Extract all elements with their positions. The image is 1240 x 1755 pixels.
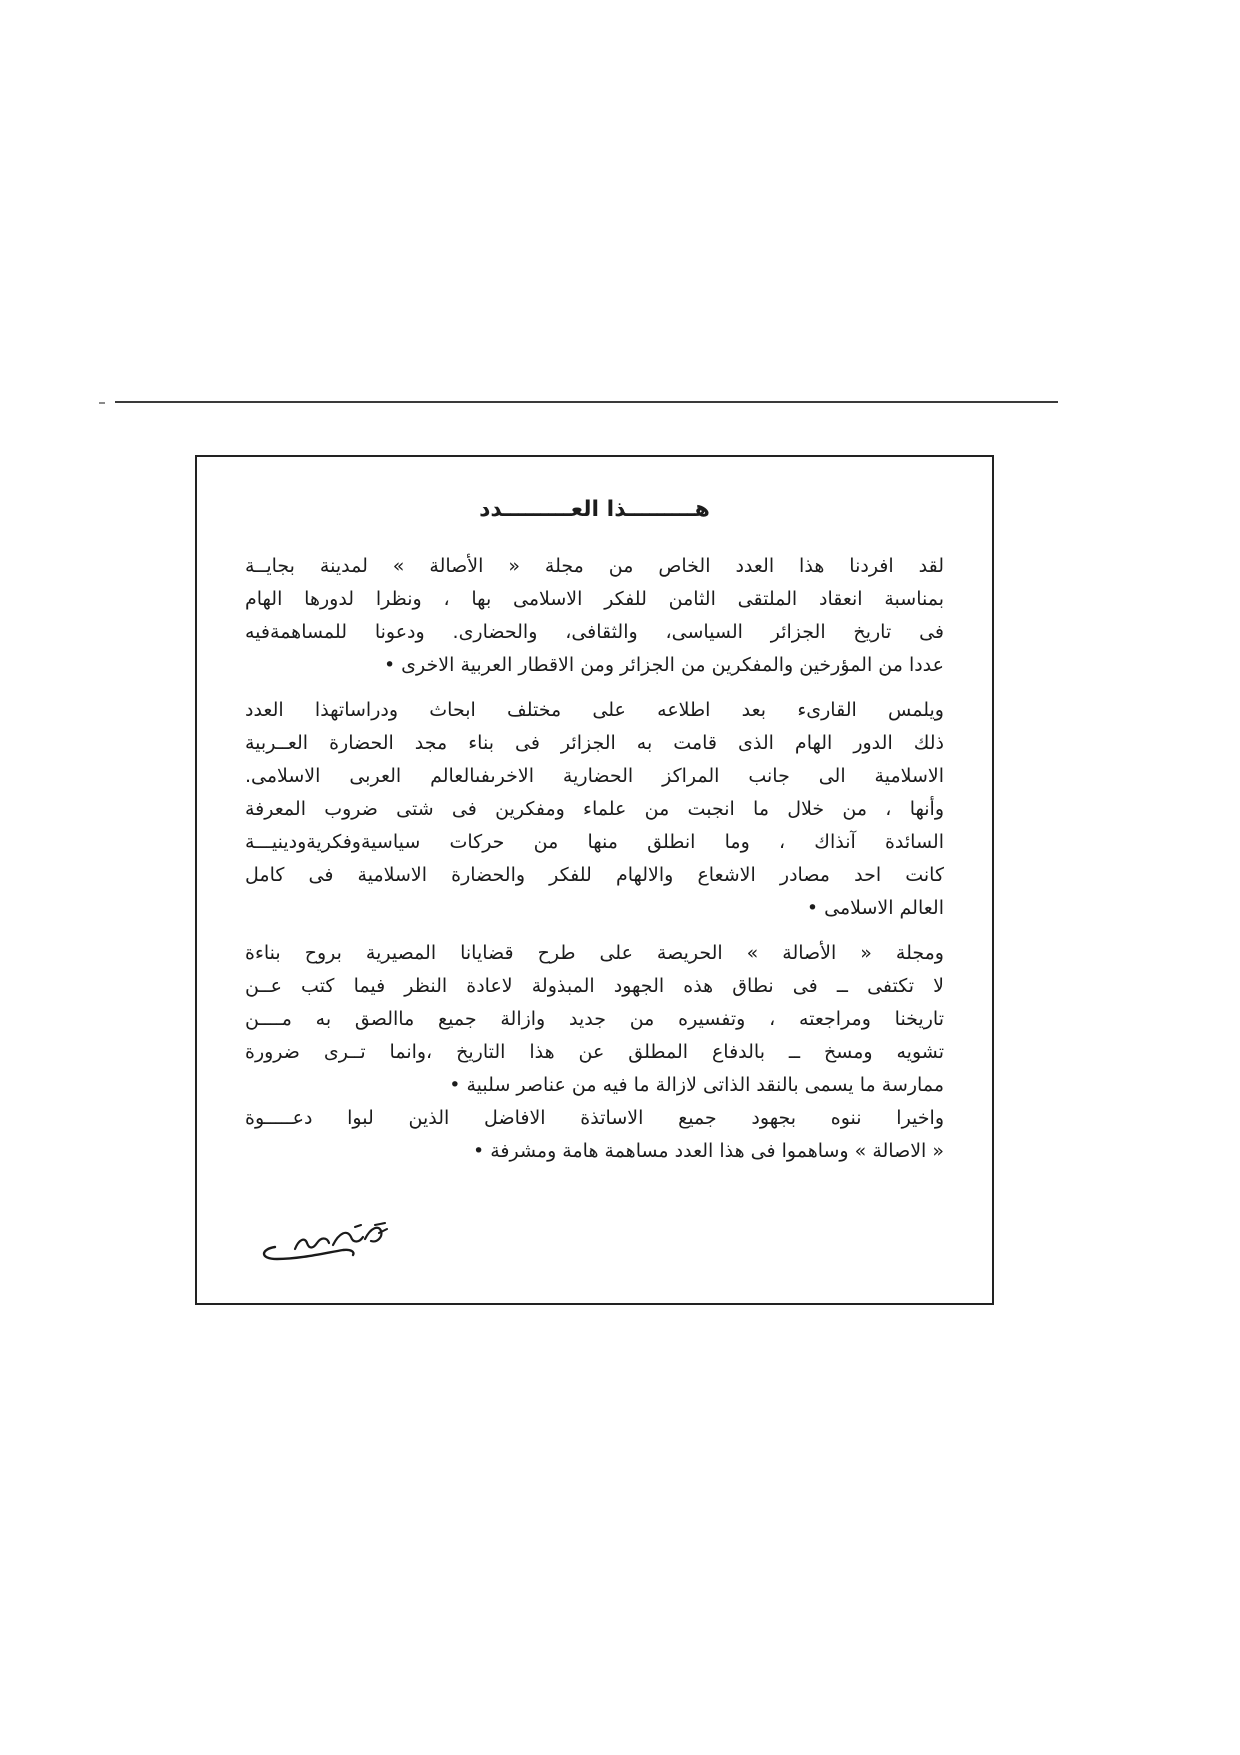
paragraph-4 bbox=[245, 1102, 944, 1168]
text-line: تشويه ومسخ ــ بالدفاع المطلق عن هذا التاريخ ،وانما تــرى ضرورة bbox=[245, 1041, 944, 1063]
page-title: هـــــــــذا العـــــــــدد bbox=[479, 497, 710, 522]
text-line: وأنها ، من خلال ما انجبت من علماء ومفكرين فى شتى ضروب المعرفة bbox=[245, 798, 944, 820]
text-line: الاسلامية الى جانب المراكز الحضارية الاخرىفىالعالم العربى الاسلامى. bbox=[245, 765, 944, 787]
paragraph-2 bbox=[245, 694, 944, 925]
text-line: « الاصالة » وساهموا فى هذا العدد مساهمة هامة ومشرفة • bbox=[472, 1140, 944, 1162]
paragraph-1 bbox=[245, 550, 944, 682]
text-line: بمناسبة انعقاد الملتقى الثامن للفكر الاسلامى بها ، ونظرا لدورها الهام bbox=[245, 588, 944, 610]
text-line: السائدة آنذاك ، وما انطلق منها من حركات سياسيةوفكريةودينيـــة bbox=[245, 831, 944, 853]
header-rule bbox=[115, 401, 1058, 403]
paragraph-3 bbox=[245, 937, 944, 1102]
text-line: ممارسة ما يسمى بالنقد الذاتى لازالة ما فيه من عناصر سلبية • bbox=[449, 1074, 944, 1096]
text-line: لا تكتفى ــ فى نطاق هذه الجهود المبذولة لاعادة النظر فيما كتب عــن bbox=[245, 975, 944, 997]
text-line: ويلمس القارىء بعد اطلاعه على مختلف ابحاث ودراساتهذا العدد bbox=[245, 699, 944, 721]
text-line: واخيرا ننوه بجهود جميع الاساتذة الافاضل الذين لبوا دعـــــوة bbox=[245, 1107, 944, 1129]
editorial-body bbox=[245, 550, 944, 1168]
text-line: تاريخنا ومراجعته ، وتفسيره من جديد وازالة جميع ماالصق به مــــن bbox=[245, 1008, 944, 1030]
signature bbox=[255, 1219, 395, 1263]
text-line: لقد افردنا هذا العدد الخاص من مجلة « الأصالة » لمدينة بجايــة bbox=[245, 555, 944, 577]
text-line: ذلك الدور الهام الذى قامت به الجزائر فى بناء مجد الحضارة العــربية bbox=[245, 732, 944, 754]
text-line: العالم الاسلامى • bbox=[806, 897, 944, 919]
text-line: عددا من المؤرخين والمفكرين من الجزائر ومن الاقطار العربية الاخرى • bbox=[383, 654, 944, 676]
text-line: ومجلة « الأصالة » الحريصة على طرح قضايانا المصيرية بروح بناءة bbox=[245, 942, 944, 964]
text-line: كانت احد مصادر الاشعاع والالهام للفكر والحضارة الاسلامية فى كامل bbox=[245, 864, 944, 886]
text-line: فى تاريخ الجزائر السياسى، والثقافى، والحضارى. ودعونا للمساهمةفيه bbox=[245, 621, 944, 643]
margin-mark bbox=[99, 402, 105, 404]
editorial-box bbox=[195, 455, 994, 1305]
